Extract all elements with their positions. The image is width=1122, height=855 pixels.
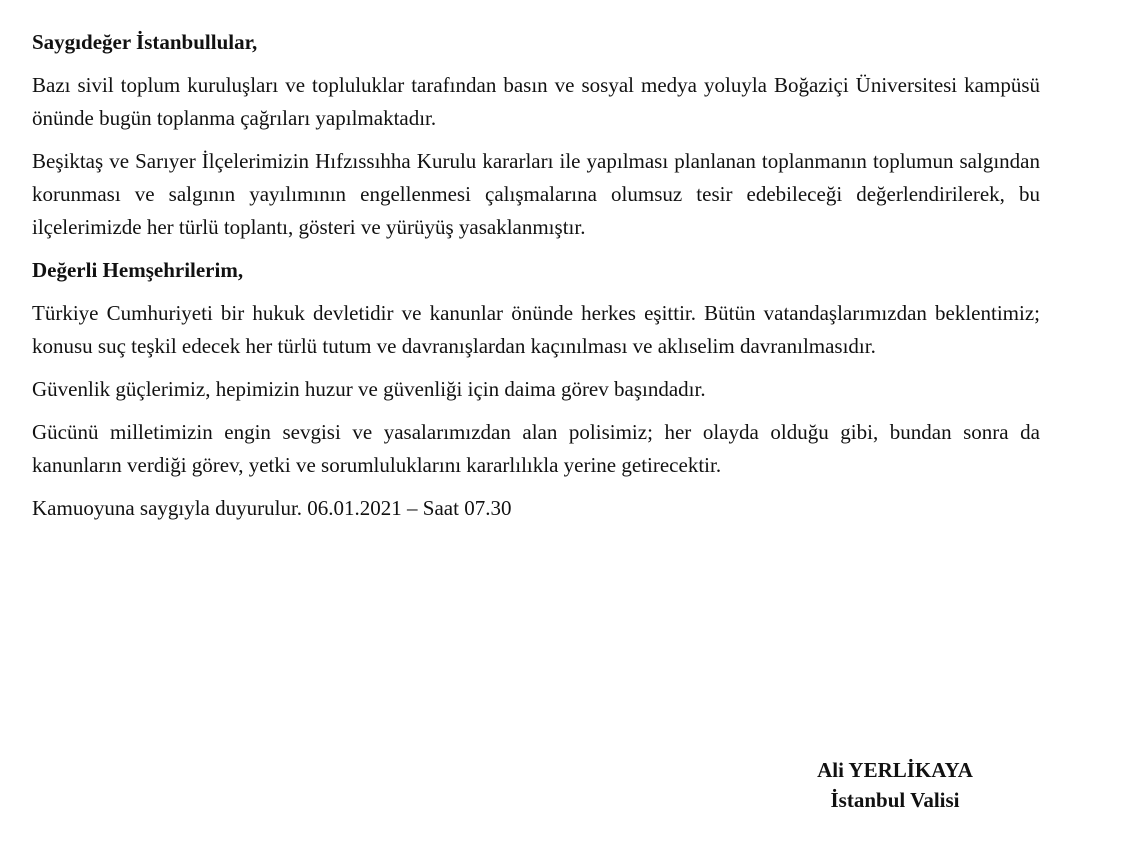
- paragraph-call-to-gather: Bazı sivil toplum kuruluşları ve topluluklar tarafından basın ve sosyal medya yoluyla Boğaziçi Üniversitesi kampüsü önünde bugün toplanma çağrıları yapılmaktadır.: [32, 73, 1040, 130]
- paragraph-police-duty: Gücünü milletimizin engin sevgisi ve yasalarımızdan alan polisimiz; her olayda olduğu gibi, bundan sonra da kanunların verdiği görev, yetki ve sorumluluklarını kararlılıkla yerine getirecektir.: [32, 420, 1040, 477]
- paragraph-rule-of-law: Türkiye Cumhuriyeti bir hukuk devletidir ve kanunlar önünde herkes eşittir. Bütün vatandaşlarımızdan beklentimiz; konusu suç teşkil edecek her türlü tutum ve davranışlardan kaçınılması ve aklıselim davranılmasıdır.: [32, 301, 1040, 358]
- signatory-name: Ali YERLİKAYA: [817, 758, 973, 782]
- signature-block: [760, 755, 1030, 815]
- closing-line: Kamuoyuna saygıyla duyurulur. 06.01.2021 – Saat 07.30: [32, 496, 512, 520]
- announcement-document: [32, 26, 1040, 535]
- subheading-citizens: Değerli Hemşehrilerim,: [32, 258, 244, 282]
- paragraph-ban-decision: Beşiktaş ve Sarıyer İlçelerimizin Hıfzıssıhha Kurulu kararları ile yapılması planlanan toplanmanın toplumun salgından korunması ve salgının yayılımının engellenmesi çalışmalarına olumsuz tesir edebileceği değerlendirilerek, bu ilçelerimizde her türlü toplantı, gösteri ve yürüyüş yasaklanmıştır.: [32, 149, 1040, 239]
- signatory-title: İstanbul Valisi: [830, 788, 960, 812]
- paragraph-security-forces: Güvenlik güçlerimiz, hepimizin huzur ve güvenliği için daima görev başındadır.: [32, 377, 706, 401]
- greeting-heading: Saygıdeğer İstanbullular,: [32, 30, 258, 54]
